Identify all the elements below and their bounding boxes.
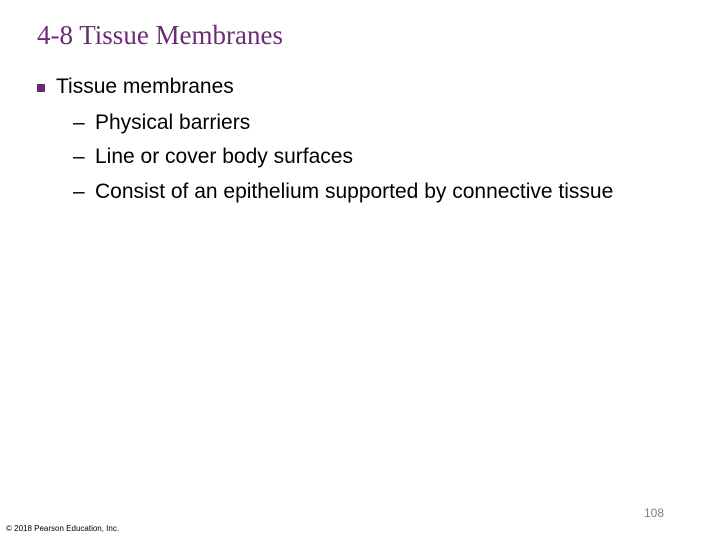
page-number: 108 [643, 506, 664, 520]
sub-bullet-text: Line or cover body surfaces [95, 145, 353, 168]
sub-bullet-item [73, 141, 673, 172]
sub-bullet-item [73, 107, 673, 138]
bullet-item [37, 72, 234, 102]
dash-marker: – [73, 111, 85, 134]
sub-bullet-text: Physical barriers [95, 111, 251, 134]
square-bullet-icon [37, 84, 45, 92]
copyright-notice: © 2018 Pearson Education, Inc. [6, 524, 120, 533]
sub-bullet-item [73, 176, 673, 207]
dash-marker: – [73, 145, 85, 168]
dash-marker: – [73, 180, 85, 203]
bullet-text: Tissue membranes [56, 75, 234, 98]
sub-bullet-text: Consist of an epithelium supported by connective tissue [95, 180, 614, 203]
slide-title: 4-8 Tissue Membranes [37, 20, 284, 50]
